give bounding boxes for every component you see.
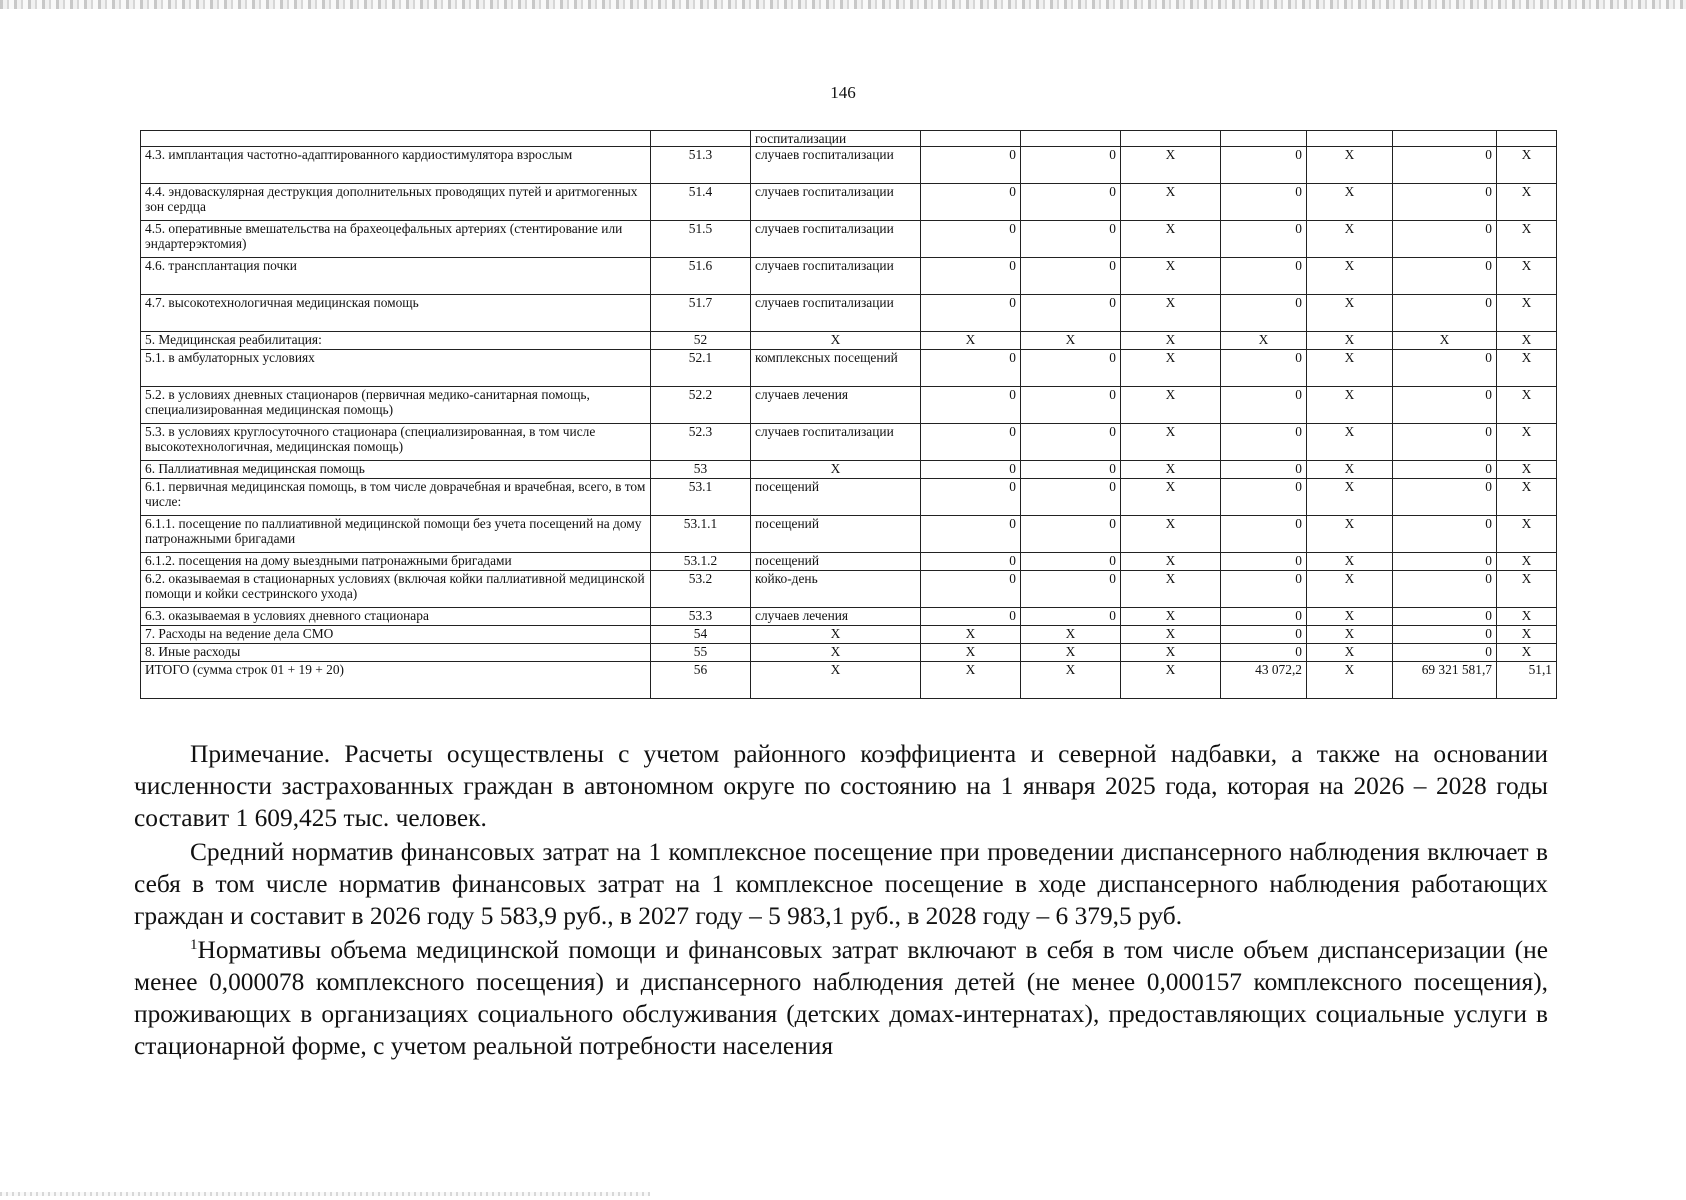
row-value-7: Х xyxy=(1497,221,1557,258)
row-value-5: Х xyxy=(1307,662,1393,699)
row-value-3: Х xyxy=(1121,608,1221,626)
row-value-6: 0 xyxy=(1393,479,1497,516)
row-value-1: Х xyxy=(921,644,1021,662)
row-value-2: Х xyxy=(1021,332,1121,350)
row-value-7: Х xyxy=(1497,258,1557,295)
row-value-6: 0 xyxy=(1393,147,1497,184)
row-title: 6. Паллиативная медицинская помощь xyxy=(141,461,651,479)
row-value-2: 0 xyxy=(1021,461,1121,479)
row-value-1: 0 xyxy=(921,295,1021,332)
row-value-1: 0 xyxy=(921,553,1021,571)
row-value-7: Х xyxy=(1497,332,1557,350)
row-value-1: Х xyxy=(921,662,1021,699)
row-unit: койко-день xyxy=(751,571,921,608)
row-value-3 xyxy=(1121,131,1221,147)
row-value-7: Х xyxy=(1497,461,1557,479)
scan-artifact-top xyxy=(0,0,1686,9)
row-code: 52 xyxy=(651,332,751,350)
table-row xyxy=(141,516,1557,553)
row-value-3: Х xyxy=(1121,147,1221,184)
row-value-5: Х xyxy=(1307,516,1393,553)
row-value-5: Х xyxy=(1307,553,1393,571)
row-value-4: 0 xyxy=(1221,295,1307,332)
row-value-6: Х xyxy=(1393,332,1497,350)
row-code: 53.3 xyxy=(651,608,751,626)
table-row xyxy=(141,131,1557,147)
row-value-5: Х xyxy=(1307,350,1393,387)
row-value-3: Х xyxy=(1121,258,1221,295)
row-value-6 xyxy=(1393,131,1497,147)
row-title: 5. Медицинская реабилитация: xyxy=(141,332,651,350)
row-value-6: 0 xyxy=(1393,424,1497,461)
table-row xyxy=(141,350,1557,387)
note-paragraph-2: Средний норматив финансовых затрат на 1 комплексное посещение при проведении диспансерного наблюдения включает в себя в том числе норматив финансовых затрат на 1 комплексное посещение в ходе диспансерного наблюдения работающих граждан и составит в 2026 году 5 583,9 руб., в 2027 году – 5 983,1 руб., в 2028 году – 6 379,5 руб. xyxy=(134,838,1548,930)
row-code: 53 xyxy=(651,461,751,479)
row-value-5: Х xyxy=(1307,332,1393,350)
table-row xyxy=(141,553,1557,571)
row-value-2: 0 xyxy=(1021,350,1121,387)
table-row xyxy=(141,221,1557,258)
row-code: 55 xyxy=(651,644,751,662)
row-code: 56 xyxy=(651,662,751,699)
row-title: 4.7. высокотехнологичная медицинская помощь xyxy=(141,295,651,332)
row-unit: случаев лечения xyxy=(751,387,921,424)
table-row xyxy=(141,479,1557,516)
row-title: 6.1.1. посещение по паллиативной медицинской помощи без учета посещений на дому патронажными бригадами xyxy=(141,516,651,553)
row-value-4 xyxy=(1221,131,1307,147)
row-value-4: 0 xyxy=(1221,350,1307,387)
row-value-7: Х xyxy=(1497,387,1557,424)
row-title: 7. Расходы на ведение дела СМО xyxy=(141,626,651,644)
row-value-7: Х xyxy=(1497,147,1557,184)
row-value-5: Х xyxy=(1307,147,1393,184)
row-value-6: 0 xyxy=(1393,221,1497,258)
row-value-7: Х xyxy=(1497,479,1557,516)
row-value-4: 0 xyxy=(1221,147,1307,184)
row-value-5: Х xyxy=(1307,424,1393,461)
row-value-7: Х xyxy=(1497,424,1557,461)
row-value-4: 0 xyxy=(1221,608,1307,626)
row-value-5: Х xyxy=(1307,644,1393,662)
row-value-4: 0 xyxy=(1221,553,1307,571)
row-unit: посещений xyxy=(751,479,921,516)
row-value-2: Х xyxy=(1021,626,1121,644)
row-value-6: 69 321 581,7 xyxy=(1393,662,1497,699)
row-value-6: 0 xyxy=(1393,295,1497,332)
table-row xyxy=(141,626,1557,644)
row-value-5: Х xyxy=(1307,571,1393,608)
row-unit: Х xyxy=(751,626,921,644)
row-value-6: 0 xyxy=(1393,644,1497,662)
row-value-7: Х xyxy=(1497,184,1557,221)
row-value-3: Х xyxy=(1121,461,1221,479)
row-code: 53.1 xyxy=(651,479,751,516)
note-paragraph-3 xyxy=(134,934,1548,1062)
row-value-2 xyxy=(1021,131,1121,147)
row-value-6: 0 xyxy=(1393,258,1497,295)
row-value-4: 0 xyxy=(1221,258,1307,295)
row-title xyxy=(141,131,651,147)
row-value-4: 0 xyxy=(1221,221,1307,258)
row-value-5: Х xyxy=(1307,479,1393,516)
row-value-7: Х xyxy=(1497,553,1557,571)
row-value-4: Х xyxy=(1221,332,1307,350)
table-row xyxy=(141,147,1557,184)
row-value-3: Х xyxy=(1121,662,1221,699)
row-value-3: Х xyxy=(1121,571,1221,608)
row-title: 6.3. оказываемая в условиях дневного стационара xyxy=(141,608,651,626)
row-title: 6.1. первичная медицинская помощь, в том числе доврачебная и врачебная, всего, в том числе: xyxy=(141,479,651,516)
row-value-1: 0 xyxy=(921,424,1021,461)
row-value-5: Х xyxy=(1307,295,1393,332)
row-value-5: Х xyxy=(1307,608,1393,626)
scan-artifact-bottom xyxy=(0,1192,650,1196)
note-paragraph-3-text: Нормативы объема медицинской помощи и финансовых затрат включают в себя в том числе объем диспансеризации (не менее 0,000078 комплексного посещения) и диспансерного наблюдения детей (не менее 0,000157 комплексного посещения), проживающих в организациях социального обслуживания (детских домах-интернатах), предоставляющих социальные услуги в стационарной форме, с учетом реальной потребности населения xyxy=(134,936,1548,1060)
row-value-2: 0 xyxy=(1021,571,1121,608)
row-value-1: 0 xyxy=(921,516,1021,553)
row-title: 8. Иные расходы xyxy=(141,644,651,662)
row-value-2: 0 xyxy=(1021,608,1121,626)
row-value-5: Х xyxy=(1307,461,1393,479)
row-title: 6.1.2. посещения на дому выездными патронажными бригадами xyxy=(141,553,651,571)
medical-care-table xyxy=(140,130,1557,699)
row-value-6: 0 xyxy=(1393,626,1497,644)
row-value-1: 0 xyxy=(921,479,1021,516)
row-code: 54 xyxy=(651,626,751,644)
row-value-7: Х xyxy=(1497,516,1557,553)
row-value-3: Х xyxy=(1121,553,1221,571)
row-code: 51.6 xyxy=(651,258,751,295)
table-row xyxy=(141,424,1557,461)
row-unit: случаев госпитализации xyxy=(751,295,921,332)
row-unit: госпитализации xyxy=(751,131,921,147)
footnote-marker: 1 xyxy=(190,937,198,953)
row-code: 51.7 xyxy=(651,295,751,332)
row-unit: посещений xyxy=(751,553,921,571)
row-value-7: Х xyxy=(1497,626,1557,644)
row-value-7: Х xyxy=(1497,644,1557,662)
row-title: 5.2. в условиях дневных стационаров (первичная медико-санитарная помощь, специализированная медицинская помощь) xyxy=(141,387,651,424)
table-row xyxy=(141,644,1557,662)
row-value-4: 0 xyxy=(1221,571,1307,608)
row-unit: случаев госпитализации xyxy=(751,424,921,461)
row-value-2: 0 xyxy=(1021,221,1121,258)
row-code: 51.5 xyxy=(651,221,751,258)
row-value-3: Х xyxy=(1121,295,1221,332)
row-code: 51.4 xyxy=(651,184,751,221)
table-row xyxy=(141,608,1557,626)
table-row xyxy=(141,461,1557,479)
row-value-2: 0 xyxy=(1021,424,1121,461)
row-value-7 xyxy=(1497,131,1557,147)
table-row xyxy=(141,662,1557,699)
row-value-2: 0 xyxy=(1021,258,1121,295)
row-value-5: Х xyxy=(1307,221,1393,258)
row-value-7: Х xyxy=(1497,608,1557,626)
row-unit: Х xyxy=(751,461,921,479)
table-body xyxy=(141,131,1557,699)
row-title: 4.3. имплантация частотно-адаптированного кардиостимулятора взрослым xyxy=(141,147,651,184)
row-value-1: 0 xyxy=(921,350,1021,387)
page-number: 146 xyxy=(830,83,856,102)
row-value-5: Х xyxy=(1307,626,1393,644)
row-value-4: 0 xyxy=(1221,461,1307,479)
row-value-6: 0 xyxy=(1393,387,1497,424)
row-value-6: 0 xyxy=(1393,608,1497,626)
row-value-1: 0 xyxy=(921,461,1021,479)
row-title: 4.5. оперативные вмешательства на брахеоцефальных артериях (стентирование или эндартерэктомия) xyxy=(141,221,651,258)
row-value-1: Х xyxy=(921,626,1021,644)
row-unit: случаев лечения xyxy=(751,608,921,626)
row-value-2: 0 xyxy=(1021,479,1121,516)
row-value-2: 0 xyxy=(1021,387,1121,424)
row-value-3: Х xyxy=(1121,221,1221,258)
row-value-6: 0 xyxy=(1393,571,1497,608)
row-value-1: 0 xyxy=(921,387,1021,424)
notes-section xyxy=(134,738,1548,1064)
row-code: 51.3 xyxy=(651,147,751,184)
row-value-6: 0 xyxy=(1393,184,1497,221)
row-value-3: Х xyxy=(1121,332,1221,350)
row-unit: случаев госпитализации xyxy=(751,258,921,295)
row-value-3: Х xyxy=(1121,387,1221,424)
table-row xyxy=(141,332,1557,350)
row-value-2: 0 xyxy=(1021,516,1121,553)
table-row xyxy=(141,258,1557,295)
row-value-5: Х xyxy=(1307,387,1393,424)
row-unit: случаев госпитализации xyxy=(751,147,921,184)
row-title: 5.1. в амбулаторных условиях xyxy=(141,350,651,387)
row-value-3: Х xyxy=(1121,184,1221,221)
row-value-4: 0 xyxy=(1221,516,1307,553)
row-value-1: 0 xyxy=(921,221,1021,258)
note-paragraph-1: Примечание. Расчеты осуществлены с учетом районного коэффициента и северной надбавки, а также на основании численности застрахованных граждан в автономном округе по состоянию на 1 января 2025 года, которая на 2026 – 2028 годы составит 1 609,425 тыс. человек. xyxy=(134,740,1548,832)
row-value-6: 0 xyxy=(1393,553,1497,571)
table-row xyxy=(141,387,1557,424)
row-value-7: 51,1 xyxy=(1497,662,1557,699)
row-value-2: 0 xyxy=(1021,295,1121,332)
table-row xyxy=(141,184,1557,221)
row-value-3: Х xyxy=(1121,516,1221,553)
row-title: ИТОГО (сумма строк 01 + 19 + 20) xyxy=(141,662,651,699)
row-title: 5.3. в условиях круглосуточного стационара (специализированная, в том числе высокотехнологичная, медицинская помощь) xyxy=(141,424,651,461)
row-value-5 xyxy=(1307,131,1393,147)
row-code: 52.2 xyxy=(651,387,751,424)
row-value-4: 0 xyxy=(1221,424,1307,461)
table-row xyxy=(141,295,1557,332)
row-unit: посещений xyxy=(751,516,921,553)
row-value-6: 0 xyxy=(1393,516,1497,553)
row-value-7: Х xyxy=(1497,571,1557,608)
row-unit: Х xyxy=(751,662,921,699)
row-value-5: Х xyxy=(1307,258,1393,295)
row-value-3: Х xyxy=(1121,626,1221,644)
row-value-3: Х xyxy=(1121,479,1221,516)
row-value-5: Х xyxy=(1307,184,1393,221)
row-code: 53.1.2 xyxy=(651,553,751,571)
row-title: 4.4. эндоваскулярная деструкция дополнительных проводящих путей и аритмогенных зон сердца xyxy=(141,184,651,221)
row-value-3: Х xyxy=(1121,644,1221,662)
row-code: 53.2 xyxy=(651,571,751,608)
row-value-6: 0 xyxy=(1393,461,1497,479)
row-value-2: 0 xyxy=(1021,184,1121,221)
row-code xyxy=(651,131,751,147)
row-unit: Х xyxy=(751,332,921,350)
row-value-4: 0 xyxy=(1221,387,1307,424)
row-value-4: 0 xyxy=(1221,644,1307,662)
table-row xyxy=(141,571,1557,608)
row-value-1: Х xyxy=(921,332,1021,350)
row-title: 4.6. трансплантация почки xyxy=(141,258,651,295)
row-code: 52.3 xyxy=(651,424,751,461)
row-value-4: 43 072,2 xyxy=(1221,662,1307,699)
row-value-2: 0 xyxy=(1021,553,1121,571)
row-value-6: 0 xyxy=(1393,350,1497,387)
row-value-7: Х xyxy=(1497,350,1557,387)
row-unit: Х xyxy=(751,644,921,662)
row-value-2: Х xyxy=(1021,644,1121,662)
row-title: 6.2. оказываемая в стационарных условиях (включая койки паллиативной медицинской помощи и койки сестринского ухода) xyxy=(141,571,651,608)
row-value-1: 0 xyxy=(921,571,1021,608)
row-value-3: Х xyxy=(1121,350,1221,387)
row-value-1: 0 xyxy=(921,258,1021,295)
row-value-7: Х xyxy=(1497,295,1557,332)
row-value-2: Х xyxy=(1021,662,1121,699)
row-unit: комплексных посещений xyxy=(751,350,921,387)
row-value-1: 0 xyxy=(921,147,1021,184)
row-value-4: 0 xyxy=(1221,184,1307,221)
row-value-4: 0 xyxy=(1221,479,1307,516)
row-value-1 xyxy=(921,131,1021,147)
row-code: 52.1 xyxy=(651,350,751,387)
row-value-1: 0 xyxy=(921,184,1021,221)
row-value-2: 0 xyxy=(1021,147,1121,184)
row-value-3: Х xyxy=(1121,424,1221,461)
row-unit: случаев госпитализации xyxy=(751,184,921,221)
row-value-1: 0 xyxy=(921,608,1021,626)
row-unit: случаев госпитализации xyxy=(751,221,921,258)
row-value-4: 0 xyxy=(1221,626,1307,644)
row-code: 53.1.1 xyxy=(651,516,751,553)
